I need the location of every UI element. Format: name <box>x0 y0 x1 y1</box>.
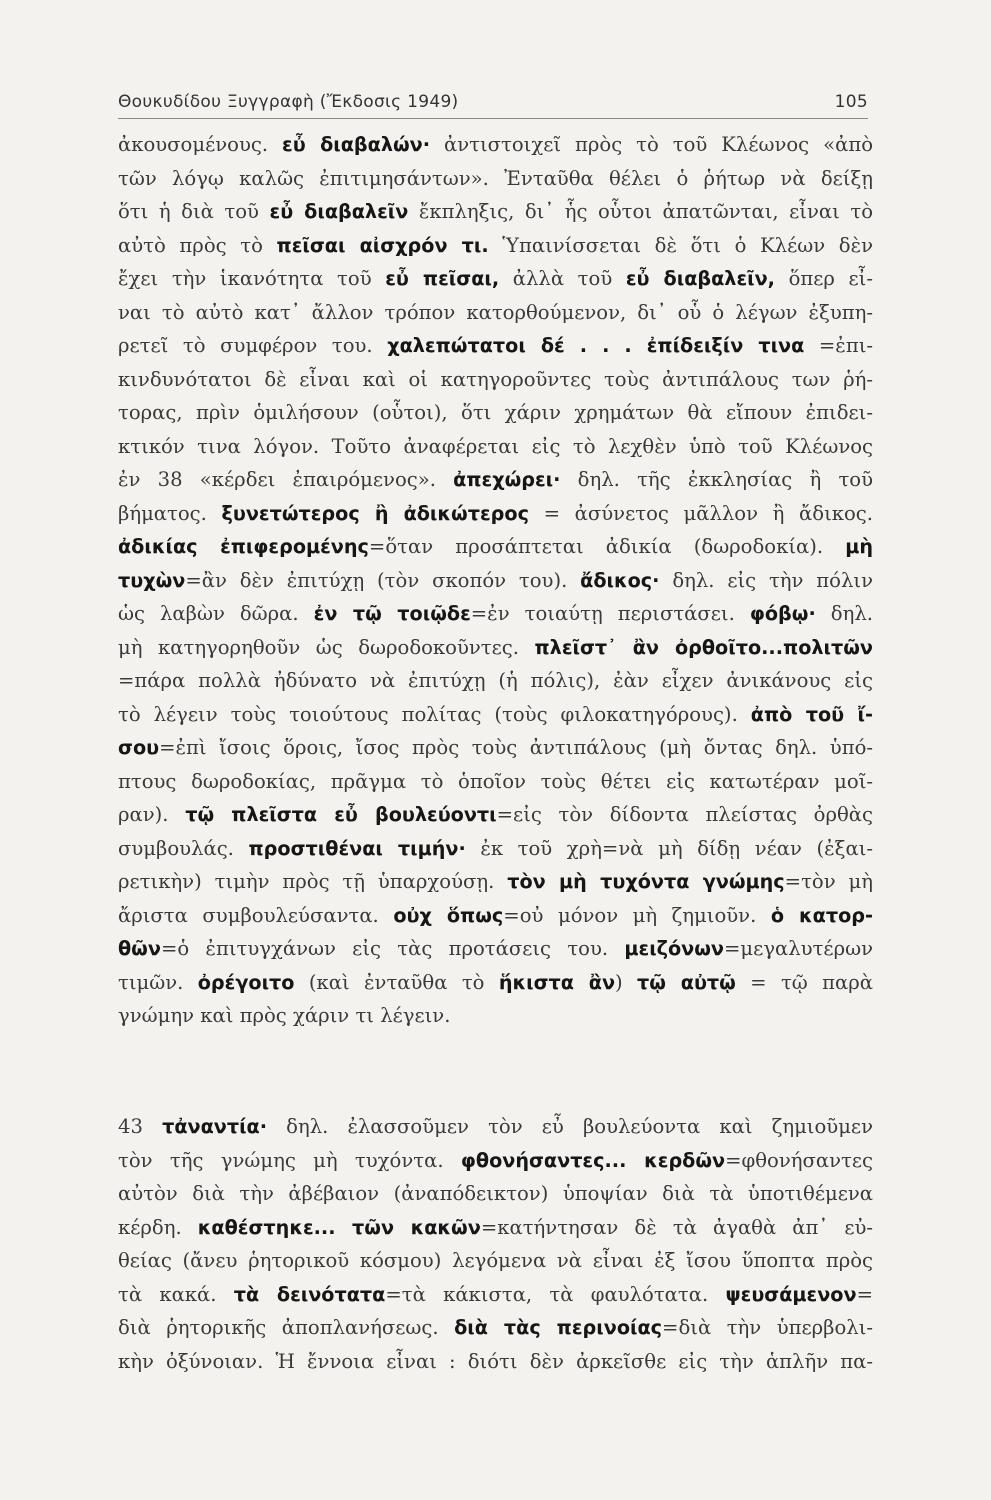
gloss-text: δηλ. εἰς τὴν πόλιν <box>659 568 873 592</box>
text-line <box>118 128 873 162</box>
text-line <box>118 999 873 1033</box>
gloss-text: = τῷ παρὰ <box>735 970 873 994</box>
lemma-bold: φόβῳ· <box>749 602 816 625</box>
gloss-text: =φθονήσαντες <box>725 1148 873 1172</box>
text-line <box>118 1177 873 1211</box>
lemma-bold: τῷ αὐτῷ <box>637 970 736 994</box>
lemma-bold: διὰ τὰς περινοίας <box>454 1316 663 1339</box>
gloss-text: ρετικὴν) τιμὴν πρὸς τῇ ὑπαρχούσῃ. <box>118 870 508 893</box>
gloss-text: γνώμην καὶ πρὸς χάριν τι λέγειν. <box>118 1004 451 1027</box>
gloss-text: =ἐπι- <box>804 334 873 357</box>
lemma-bold: τὸν μὴ τυχόντα γνώμης <box>507 870 785 893</box>
text-line <box>118 1211 873 1245</box>
gloss-text: =εἰς τὸν δίδοντα πλείστας ὀρθὰς <box>496 803 873 826</box>
gloss-text: =ἐν τοιαύτῃ περιστάσει. <box>470 602 750 625</box>
lemma-bold: οὐχ ὅπως <box>393 903 504 927</box>
text-line <box>118 731 873 765</box>
gloss-text: ναι τὸ αὐτὸ κατ᾽ ἄλλον τρόπον κατορθούμενον, δι᾽ οὗ ὁ λέγων ἐξυπη- <box>118 300 873 324</box>
gloss-text: ραν). <box>118 803 186 826</box>
text-line <box>118 1244 873 1278</box>
lemma-bold: καθέστηκε... τῶν κακῶν <box>197 1215 481 1239</box>
lemma-bold: πλεῖστ᾽ ἂν ὀρθοῖτο...πολιτῶν <box>534 635 873 659</box>
lemma-bold: ἀδικίας ἐπιφερομένης <box>118 535 369 558</box>
gloss-text: Ὑπαινίσσεται δὲ ὅτι ὁ Κλέων δὲν <box>488 233 873 257</box>
gloss-text: =οὐ μόνον μὴ ζημιοῦν. <box>503 903 771 927</box>
lemma-bold: φθονήσαντες... κερδῶν <box>460 1148 726 1172</box>
gloss-text: δηλ. τῆς ἐκκλησίας ἢ τοῦ <box>560 468 873 491</box>
text-line <box>118 497 873 531</box>
lemma-bold: μειζόνων <box>624 937 725 960</box>
gloss-text: τὰ κακά. <box>118 1282 234 1306</box>
lemma-bold: τυχὼν <box>118 568 186 592</box>
lemma-bold: ἀπεχώρει· <box>453 468 561 491</box>
text-line <box>118 966 873 1000</box>
gloss-text: ἄριστα συμβουλεύσαντα. <box>118 903 394 927</box>
gloss-text: δηλ. <box>815 602 873 625</box>
text-line <box>118 698 873 732</box>
gloss-text: κὴν ὀξύνοιαν. Ἡ ἔννοια εἶναι : διότι δὲν ἀρκεῖσθε εἰς τὴν ἁπλῆν πα- <box>118 1349 873 1373</box>
text-line <box>118 162 873 196</box>
gloss-text: μὴ κατηγορηθοῦν ὡς δωροδοκοῦντες. <box>118 635 535 659</box>
gloss-text: κτικόν τινα λόγον. Τοῦτο ἀναφέρεται εἰς τὸ λεχθὲν ὑπὸ τοῦ Κλέωνος <box>118 434 873 458</box>
gloss-text: δηλ. ἐλασσοῦμεν τὸν εὖ βουλεύοντα καὶ ζημιοῦμεν <box>267 1115 873 1138</box>
text-line <box>118 564 873 598</box>
lemma-bold: ὀρέγοιτο <box>197 970 295 994</box>
text-line <box>118 932 873 966</box>
running-header <box>118 92 868 119</box>
text-line <box>118 296 873 330</box>
text-line <box>118 195 873 229</box>
gloss-text: =διὰ τὴν ὑπερβολι- <box>662 1316 873 1339</box>
lemma-bold: ξυνετώτερος ἢ ἀδικώτερος <box>221 501 529 525</box>
gloss-text: τιμῶν. <box>118 970 198 994</box>
text-line <box>118 865 873 899</box>
gloss-text: ἐκ τοῦ χρὴ=νὰ μὴ δίδῃ νέαν (ἐξαι- <box>465 836 873 860</box>
gloss-text: (καὶ ἐνταῦθα τὸ <box>294 970 499 994</box>
lemma-bold: ἐν τῷ τοιῷδε <box>313 602 471 625</box>
gloss-text: = ἀσύνετος μᾶλλον ἢ ἄδικος. <box>528 501 873 525</box>
gloss-text: διὰ ῥητορικῆς ἀποπλανήσεως. <box>118 1316 455 1339</box>
gloss-text: =ὅταν προσάπτεται ἀδικία (δωροδοκία). <box>368 535 846 558</box>
lemma-bold: τῷ πλεῖστα εὖ βουλεύοντι <box>185 803 497 826</box>
gloss-text: βήματος. <box>118 501 222 525</box>
gloss-text: =ἐπὶ ἴσοις ὅροις, ἴσος πρὸς τοὺς ἀντιπάλους (μὴ ὄντας δηλ. ὑπό- <box>159 736 873 759</box>
gloss-text: τὸ λέγειν τοὺς τοιούτους πολίτας (τοὺς φιλοκατηγόρους). <box>118 702 751 726</box>
lemma-bold: ὁ κατορ- <box>770 903 873 927</box>
gloss-text: ἔκπληξις, δι᾽ ἧς οὗτοι ἀπατῶνται, εἶναι τὸ <box>408 200 873 223</box>
lemma-bold: πεῖσαι αἰσχρόν τι. <box>276 233 489 257</box>
gloss-text: τὸν τῆς γνώμης μὴ τυχόντα. <box>118 1148 461 1172</box>
gloss-text: κέρδη. <box>118 1215 198 1239</box>
text-line <box>118 430 873 464</box>
text-line <box>118 1110 873 1144</box>
text-line <box>118 1311 873 1345</box>
lemma-bold: τὰ δεινότατα <box>233 1282 386 1306</box>
text-line <box>118 631 873 665</box>
text-line <box>118 262 873 296</box>
gloss-text: =πάρα πολλὰ ἠδύνατο νὰ ἐπιτύχῃ (ἡ πόλις), ἐὰν εἶχεν ἀνικάνους εἰς <box>118 669 873 692</box>
gloss-text: = <box>856 1282 873 1306</box>
gloss-text: =τὰ κάκιστα, τὰ φαυλότατα. <box>385 1282 726 1306</box>
commentary-paragraph-1 <box>118 128 873 1033</box>
lemma-bold: μὴ <box>845 535 873 558</box>
lemma-bold: σου <box>118 736 160 759</box>
running-title: Θουκυδίδου Ξυγγραφὴ (Ἔκδοσις 1949) <box>118 92 459 112</box>
gloss-text: κινδυνότατοι δὲ εἶναι καὶ οἱ κατηγοροῦντες τοὺς ἀντιπάλους των ῥή- <box>118 367 873 391</box>
text-line <box>118 798 873 832</box>
lemma-bold: χαλεπώτατοι δέ . . . ἐπίδειξίν τινα <box>387 334 805 357</box>
text-line <box>118 1345 873 1379</box>
gloss-text: ἔχει τὴν ἱκανότητα τοῦ <box>118 267 386 290</box>
lemma-bold: ψευσάμενον <box>725 1282 857 1306</box>
gloss-text: ἀντιστοιχεῖ πρὸς τὸ τοῦ Κλέωνος «ἀπὸ <box>430 133 873 156</box>
gloss-text: =ἂν δὲν ἐπιτύχῃ (τὸν σκοπόν του). <box>185 568 581 592</box>
lemma-bold: ἥκιστα ἂν <box>498 970 616 994</box>
page-number: 105 <box>834 92 868 112</box>
text-line <box>118 899 873 933</box>
lemma-bold: ἀπὸ τοῦ ἴ- <box>750 702 873 726</box>
gloss-text: ἀκουσομένους. <box>118 133 283 156</box>
gloss-text: =ὁ ἐπιτυγχάνων εἰς τὰς προτάσεις του. <box>160 937 625 960</box>
text-line <box>118 463 873 497</box>
text-line <box>118 363 873 397</box>
lemma-bold: εὖ διαβαλεῖν, <box>625 267 775 290</box>
gloss-text: ὅτι ἡ διὰ τοῦ <box>118 200 270 223</box>
text-line <box>118 530 873 564</box>
commentary-paragraph-2 <box>118 1110 873 1378</box>
gloss-text: τορας, πρὶν ὁμιλήσουν (οὗτοι), ὅτι χάριν χρημάτων θὰ εἴπουν ἐπιδει- <box>118 401 873 424</box>
gloss-text: ὅπερ εἶ- <box>774 267 873 290</box>
gloss-text: αὐτὸν διὰ τὴν ἀβέβαιον (ἀναπόδεικτον) ὑποψίαν διὰ τὰ ὑποτιθέμενα <box>118 1182 873 1205</box>
gloss-text: αὐτὸ πρὸς τὸ <box>118 233 277 257</box>
gloss-text: πτους δωροδοκίας, πρᾶγμα τὸ ὁποῖον τοὺς θέτει εἰς κατωτέραν μοῖ- <box>118 769 873 793</box>
text-line <box>118 1144 873 1178</box>
lemma-bold: εὖ διαβαλεῖν <box>269 200 409 223</box>
text-line <box>118 329 873 363</box>
lemma-bold: τἀναντία· <box>162 1115 268 1138</box>
gloss-text: θείας (ἄνευ ῥητορικοῦ κόσμου) λεγόμενα νὰ εἶναι ἐξ ἴσου ὕποπτα πρὸς <box>118 1249 873 1272</box>
gloss-text: =τὸν μὴ <box>784 870 873 893</box>
gloss-text: ρετεῖ τὸ συμφέρον του. <box>118 334 388 357</box>
text-line <box>118 765 873 799</box>
gloss-text: 43 <box>118 1115 163 1138</box>
gloss-text: =κατήντησαν δὲ τὰ ἀγαθὰ ἀπ᾽ εὐ- <box>480 1215 873 1239</box>
lemma-bold: ἄδικος· <box>580 568 660 592</box>
lemma-bold: εὖ διαβαλών· <box>282 133 431 156</box>
lemma-bold: εὖ πεῖσαι, <box>385 267 500 290</box>
lemma-bold: προστιθέναι τιμήν· <box>248 836 466 860</box>
text-line <box>118 396 873 430</box>
text-line <box>118 597 873 631</box>
gloss-text: ) <box>615 970 638 994</box>
gloss-text: τῶν λόγῳ καλῶς ἐπιτιμησάντων». Ἐνταῦθα θέλει ὁ ῥήτωρ νὰ δείξῃ <box>118 166 873 190</box>
text-line <box>118 664 873 698</box>
text-line <box>118 229 873 263</box>
text-line <box>118 1278 873 1312</box>
gloss-text: ὡς λαβὼν δῶρα. <box>118 602 314 625</box>
gloss-text: ἀλλὰ τοῦ <box>499 267 626 290</box>
gloss-text: ἐν 38 «κέρδει ἐπαιρόμενος». <box>118 468 454 491</box>
lemma-bold: θῶν <box>118 937 161 960</box>
gloss-text: =μεγαλυτέρων <box>724 937 873 960</box>
gloss-text: συμβουλάς. <box>118 836 249 860</box>
text-line <box>118 832 873 866</box>
